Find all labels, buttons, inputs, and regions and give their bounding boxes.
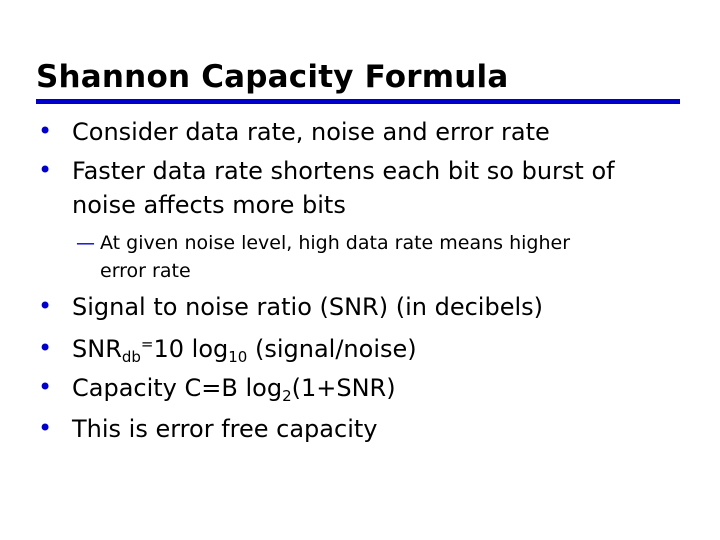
snr-subscript: db xyxy=(121,348,141,366)
bullet-text: Consider data rate, noise and error rate xyxy=(72,118,550,146)
log-base-subscript: 2 xyxy=(282,387,292,405)
ratio-text: (signal/noise) xyxy=(247,335,417,363)
equals-sign: = xyxy=(140,335,154,353)
bullet-dot-icon: • xyxy=(38,117,53,145)
snr-label: SNR xyxy=(72,335,122,363)
log-base-subscript: 10 xyxy=(228,348,248,366)
bullet-dot-icon: • xyxy=(38,414,53,442)
sub-bullet-line1: At given noise level, high data rate means higher xyxy=(100,232,571,254)
log-text: 10 log xyxy=(153,335,229,363)
title-underline xyxy=(36,99,680,104)
slide-title: Shannon Capacity Formula xyxy=(36,59,509,95)
capacity-label: Capacity C=B log xyxy=(72,374,283,402)
bullet-text-line2: noise affects more bits xyxy=(72,191,346,219)
capacity-argument: (1+SNR) xyxy=(291,374,396,402)
em-dash-icon: — xyxy=(76,232,95,254)
sub-bullet-line2: error rate xyxy=(100,260,191,282)
bullet-text-line1: Faster data rate shortens each bit so burst of xyxy=(72,157,615,185)
bullet-dot-icon: • xyxy=(38,156,53,184)
snr-formula xyxy=(72,333,417,365)
bullet-text: Signal to noise ratio (SNR) (in decibels) xyxy=(72,293,543,321)
bullet-dot-icon: • xyxy=(38,292,53,320)
bullet-dot-icon: • xyxy=(38,334,53,362)
bullet-text: This is error free capacity xyxy=(72,415,378,443)
capacity-formula xyxy=(72,372,396,404)
bullet-dot-icon: • xyxy=(38,373,53,401)
